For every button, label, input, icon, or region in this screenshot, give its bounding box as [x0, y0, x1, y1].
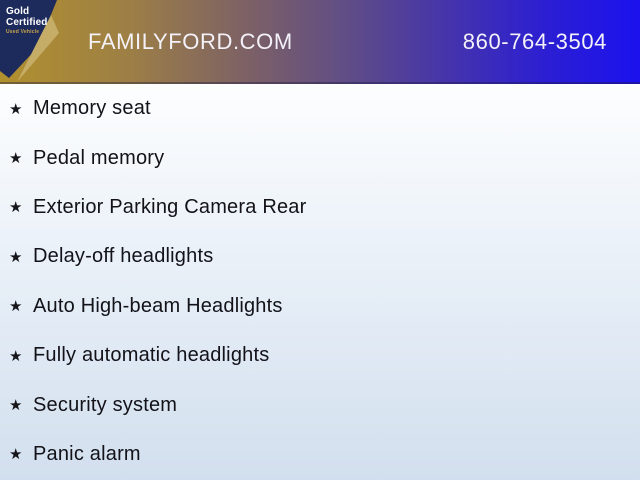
star-icon: ★: [9, 248, 23, 266]
star-icon: ★: [9, 446, 23, 464]
badge-text: [6, 6, 47, 36]
feature-item: [0, 84, 640, 133]
features-list: [0, 84, 640, 479]
features-panel: [0, 84, 640, 480]
feature-item: [0, 331, 640, 380]
star-icon: ★: [9, 100, 23, 118]
feature-label: Auto High-beam Headlights: [33, 294, 283, 317]
header-banner: [0, 0, 640, 84]
feature-label: Delay-off headlights: [33, 245, 214, 268]
feature-item: [0, 133, 640, 182]
feature-item: [0, 430, 640, 479]
feature-label: Panic alarm: [33, 442, 141, 465]
feature-label: Memory seat: [33, 97, 151, 120]
gold-certified-badge: [0, 0, 70, 82]
star-icon: ★: [9, 298, 23, 316]
star-icon: ★: [9, 397, 23, 415]
dealer-phone: 860-764-3504: [462, 29, 607, 54]
feature-label: Fully automatic headlights: [33, 344, 270, 367]
star-icon: ★: [9, 347, 23, 365]
feature-label: Security system: [33, 393, 178, 416]
star-icon: ★: [9, 150, 23, 168]
badge-line2: Certified: [6, 17, 48, 29]
star-icon: ★: [9, 199, 23, 217]
feature-item: [0, 380, 640, 429]
badge-line1: Gold: [6, 6, 30, 17]
feature-label: Exterior Parking Camera Rear: [33, 195, 307, 218]
feature-item: [0, 183, 640, 232]
feature-item: [0, 282, 640, 331]
badge-line3: Used Vehicle: [6, 29, 40, 36]
feature-label: Pedal memory: [33, 146, 165, 169]
dealer-website: FAMILYFORD.COM: [88, 29, 293, 54]
feature-item: [0, 232, 640, 281]
